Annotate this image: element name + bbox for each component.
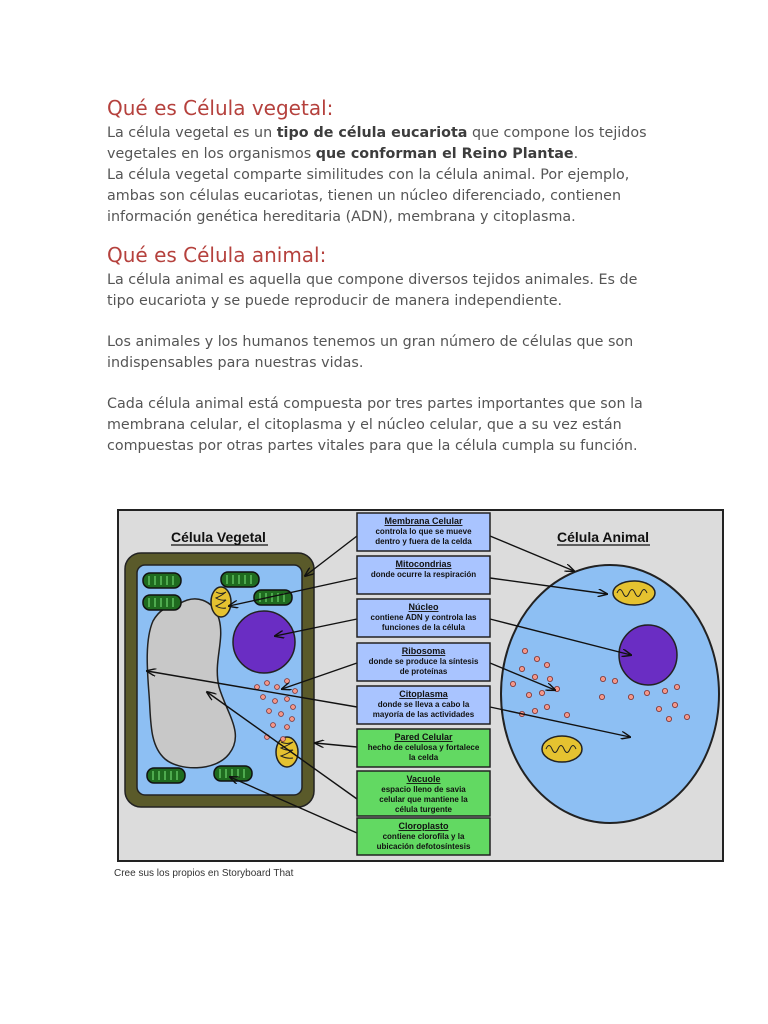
paragraph-vegetal-intro: [107, 123, 667, 165]
animal-nucleus: [619, 625, 677, 685]
chloroplast-icon: [221, 572, 259, 587]
label-description: célula turgente: [395, 805, 452, 814]
paragraph-animal-partes: Cada célula animal está compuesta por tres partes importantes que son la membrana celular, el citoplasma y el núcleo celular, que a su vez están compuestas por otras partes vitales para que la célula cumpla su función.: [107, 396, 643, 454]
heading-celula-animal: Qué es Célula animal:: [107, 243, 327, 267]
text-run: que compone los tejidos vegetales en los organismos: [107, 125, 647, 162]
label-description: espacio lleno de savia: [381, 785, 466, 794]
paragraph-animal-humanos: Los animales y los humanos tenemos un gran número de células que son indispensables para nuestras vidas.: [107, 334, 634, 371]
label-description: funciones de la célula: [381, 623, 466, 632]
label-description: donde se produce la síntesis: [368, 657, 479, 666]
label-description: donde ocurre la respiración: [370, 570, 477, 579]
label-title: Membrana Celular: [384, 516, 463, 526]
caption: Cree sus los propios en Storyboard That: [114, 868, 294, 879]
label-box: [357, 643, 490, 681]
label-title: Mitocondrias: [395, 559, 452, 569]
label-description: ubicación defotosíntesis: [376, 842, 471, 851]
text-run: .: [573, 146, 579, 162]
label-box: [357, 599, 490, 637]
label-title: Citoplasma: [399, 689, 448, 699]
paragraph-animal-intro: La célula animal es aquella que compone diversos tejidos animales. Es de tipo eucariota y se puede reproducir de manera independiente.: [107, 272, 638, 309]
mitochondria-icon: [542, 736, 582, 762]
plant-cell-title: Célula Vegetal: [171, 529, 266, 545]
text-run: La célula vegetal es un: [107, 125, 277, 141]
label-box: [357, 513, 490, 551]
animal-membrane: [501, 565, 719, 823]
label-box: [357, 771, 490, 816]
mitochondria-icon: [613, 581, 655, 605]
label-description: la celda: [408, 753, 439, 762]
label-title: Núcleo: [408, 602, 439, 612]
label-description: mayoría de las actividades: [372, 710, 475, 719]
mitochondria-icon: [211, 587, 231, 617]
label-box: [357, 729, 490, 767]
label-description: controla lo que se mueve: [375, 527, 472, 536]
label-description: hecho de celulosa y fortalece: [367, 743, 480, 752]
animal-cell-title: Célula Animal: [557, 529, 650, 545]
label-description: contiene clorofila y la: [382, 832, 465, 841]
mitochondria-icon: [276, 737, 298, 767]
chloroplast-icon: [147, 768, 185, 783]
label-box: [357, 556, 490, 594]
plant-nucleus: [233, 611, 295, 673]
chloroplast-icon: [143, 573, 181, 588]
label-title: Vacuole: [406, 774, 441, 784]
cell-diagram: [117, 509, 724, 862]
label-description: donde se lleva a cabo la: [377, 700, 470, 709]
label-box: [357, 818, 490, 855]
heading-celula-vegetal: Qué es Célula vegetal:: [107, 96, 334, 120]
label-title: Ribosoma: [401, 646, 446, 656]
paragraph-vegetal-similitudes: La célula vegetal comparte similitudes con la célula animal. Por ejemplo, ambas son células eucariotas, tienen un núcleo diferenciado, contienen información genética hereditaria (ADN), membrana y citoplasma.: [107, 167, 630, 225]
chloroplast-icon: [254, 590, 292, 605]
label-description: celular que mantiene la: [379, 795, 468, 804]
label-description: dentro y fuera de la celda: [375, 537, 472, 546]
label-description: contiene ADN y controla las: [370, 613, 477, 622]
bold-text: que conforman el Reino Plantae: [315, 146, 574, 162]
label-box: [357, 686, 490, 724]
label-description: de proteínas: [399, 667, 448, 676]
chloroplast-icon: [143, 595, 181, 610]
label-title: Cloroplasto: [398, 821, 449, 831]
bold-text: tipo de célula eucariota: [276, 125, 468, 141]
label-title: Pared Celular: [394, 732, 453, 742]
